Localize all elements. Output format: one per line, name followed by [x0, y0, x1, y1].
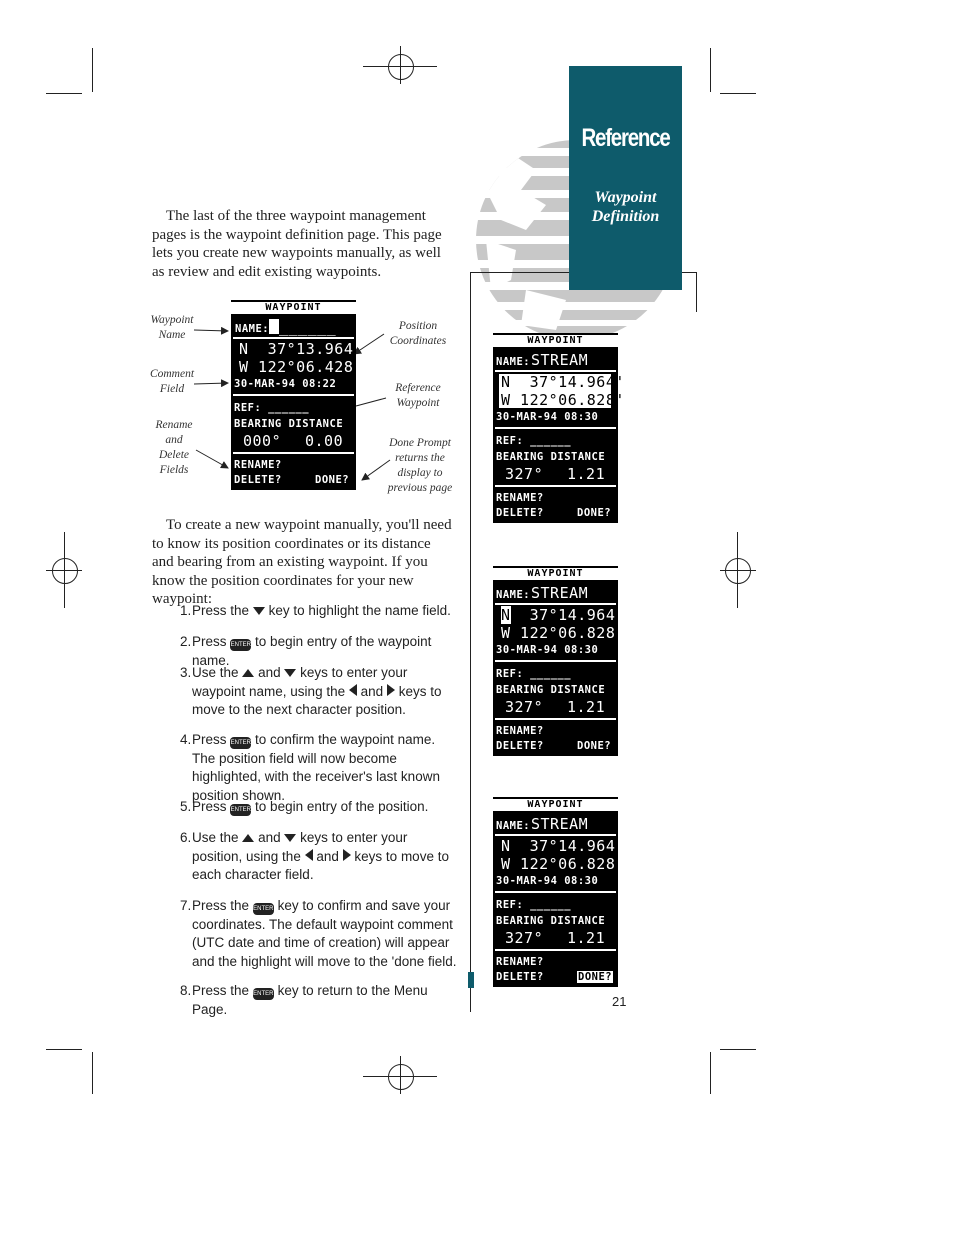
crop-mark	[720, 93, 756, 94]
registration-mark	[388, 54, 414, 80]
done-field: DONE?	[578, 971, 613, 983]
bearing-value: 000°	[243, 432, 282, 450]
distance-value: 1.21	[567, 465, 606, 483]
divider	[233, 337, 354, 339]
screen-title: WAYPOINT	[493, 799, 618, 811]
bearing-value: 327°	[505, 929, 544, 947]
delete-field: DELETE?	[234, 474, 282, 486]
crop-mark	[710, 1052, 711, 1094]
paragraph-2: To create a new waypoint manually, you'll need to know its position coordinates or its distance and bearing from an existing waypoint. If you know the position coordinates for your new waypoint:	[152, 517, 452, 607]
latitude: N 37°14.964'	[501, 606, 625, 624]
name-label: NAME:	[496, 820, 531, 832]
tab-subtitle-line2: Definition	[591, 208, 660, 225]
bearing-distance-label: BEARING DISTANCE	[234, 418, 344, 430]
distance-value: 1.21	[567, 698, 606, 716]
callout-waypoint-name: Waypoint Name	[150, 314, 194, 341]
waypoint-screen-3	[493, 797, 625, 987]
enter-key-icon: ENTER	[230, 804, 251, 816]
down-arrow-key-icon	[253, 607, 265, 615]
screen-title: WAYPOINT	[493, 568, 618, 580]
screen-title: WAYPOINT	[493, 335, 618, 347]
accent-bar	[468, 972, 474, 988]
divider	[233, 452, 354, 454]
callout-comment-field: Comment Field	[149, 368, 195, 395]
crop-mark	[92, 48, 93, 92]
registration-mark	[388, 1064, 414, 1090]
comment-field: 30-MAR-94 08:30	[496, 875, 599, 887]
delete-field: DELETE?	[496, 971, 544, 983]
bearing-distance-label: BEARING DISTANCE	[496, 451, 606, 463]
divider	[495, 891, 616, 893]
divider	[233, 394, 354, 396]
name-field: STREAM	[531, 815, 589, 833]
distance-value: 1.21	[567, 929, 606, 947]
latitude: N 37°13.964'	[239, 340, 363, 358]
rename-field: RENAME?	[496, 725, 544, 737]
comment-field: 30-MAR-94 08:22	[234, 378, 337, 390]
callout-rename-delete: Rename and Delete Fields	[155, 419, 193, 476]
column-rule	[470, 272, 471, 1012]
tab-title: Reference	[581, 124, 670, 152]
delete-field: DELETE?	[496, 507, 544, 519]
enter-key-icon: ENTER	[230, 639, 251, 651]
tab-line	[696, 272, 697, 312]
divider	[495, 370, 616, 372]
tab-subtitle-line1: Waypoint	[594, 189, 657, 206]
up-arrow-key-icon	[242, 669, 254, 677]
page-number: 21	[612, 994, 627, 1009]
longitude: W 122°06.828'	[501, 391, 625, 409]
divider	[495, 603, 616, 605]
done-field: DONE?	[577, 507, 612, 519]
callout-done-prompt: Done Prompt returns the display to previous page	[387, 437, 453, 494]
name-field: STREAM	[531, 351, 589, 369]
divider	[495, 660, 616, 662]
done-field: DONE?	[315, 474, 350, 486]
name-label: NAME:	[496, 356, 531, 368]
name-field: ______	[269, 318, 336, 336]
longitude: W 122°06.428'	[239, 358, 363, 376]
intro-paragraph: The last of the three waypoint management pages is the waypoint definition page. This page lets you create new waypoints manually, as well as review and edit existing waypoints.	[152, 208, 442, 280]
divider	[495, 949, 616, 951]
enter-key-icon: ENTER	[253, 903, 274, 915]
left-arrow-key-icon	[305, 849, 313, 861]
distance-value: 0.00	[305, 432, 344, 450]
hemisphere-cursor: N	[501, 606, 511, 624]
up-arrow-key-icon	[242, 834, 254, 842]
divider	[495, 834, 616, 836]
comment-field: 30-MAR-94 08:30	[496, 644, 599, 656]
down-arrow-key-icon	[284, 669, 296, 677]
rename-field: RENAME?	[496, 492, 544, 504]
done-field: DONE?	[577, 740, 612, 752]
ref-field: REF: ______	[496, 899, 572, 911]
divider	[495, 485, 616, 487]
ref-field: REF: ______	[496, 435, 572, 447]
crop-mark	[46, 1049, 82, 1050]
crop-mark	[46, 93, 82, 94]
bearing-value: 327°	[505, 698, 544, 716]
rename-field: RENAME?	[234, 459, 282, 471]
crop-mark	[92, 1052, 93, 1094]
registration-mark	[52, 558, 78, 584]
divider	[495, 718, 616, 720]
ref-field: REF: ______	[496, 668, 572, 680]
rename-field: RENAME?	[496, 956, 544, 968]
callout-position-coordinates: Position Coordinates	[389, 320, 447, 347]
left-arrow-key-icon	[349, 684, 357, 696]
latitude: N 37°14.964'	[501, 373, 625, 391]
divider	[495, 427, 616, 429]
tab-subtitle	[569, 188, 682, 226]
bearing-distance-label: BEARING DISTANCE	[496, 684, 606, 696]
crop-mark	[710, 48, 711, 92]
waypoint-screen-1	[493, 333, 625, 523]
waypoint-screen-2	[493, 566, 625, 756]
registration-mark	[725, 558, 751, 584]
right-arrow-key-icon	[343, 849, 351, 861]
screen-title: WAYPOINT	[231, 302, 356, 314]
waypoint-screen-main	[231, 300, 363, 490]
name-label: NAME:	[235, 323, 270, 335]
longitude: W 122°06.828'	[501, 624, 625, 642]
delete-field: DELETE?	[496, 740, 544, 752]
enter-key-icon: ENTER	[253, 988, 274, 1000]
bearing-value: 327°	[505, 465, 544, 483]
crop-mark	[720, 1049, 756, 1050]
section-tab	[569, 66, 682, 290]
name-label: NAME:	[496, 589, 531, 601]
ref-field: REF: ______	[234, 402, 310, 414]
latitude: N 37°14.964'	[501, 837, 625, 855]
callout-reference-waypoint: Reference Waypoint	[395, 382, 441, 409]
down-arrow-key-icon	[284, 834, 296, 842]
comment-field: 30-MAR-94 08:30	[496, 411, 599, 423]
longitude: W 122°06.828'	[501, 855, 625, 873]
bearing-distance-label: BEARING DISTANCE	[496, 915, 606, 927]
right-arrow-key-icon	[387, 684, 395, 696]
name-field: STREAM	[531, 584, 589, 602]
enter-key-icon: ENTER	[230, 737, 251, 749]
